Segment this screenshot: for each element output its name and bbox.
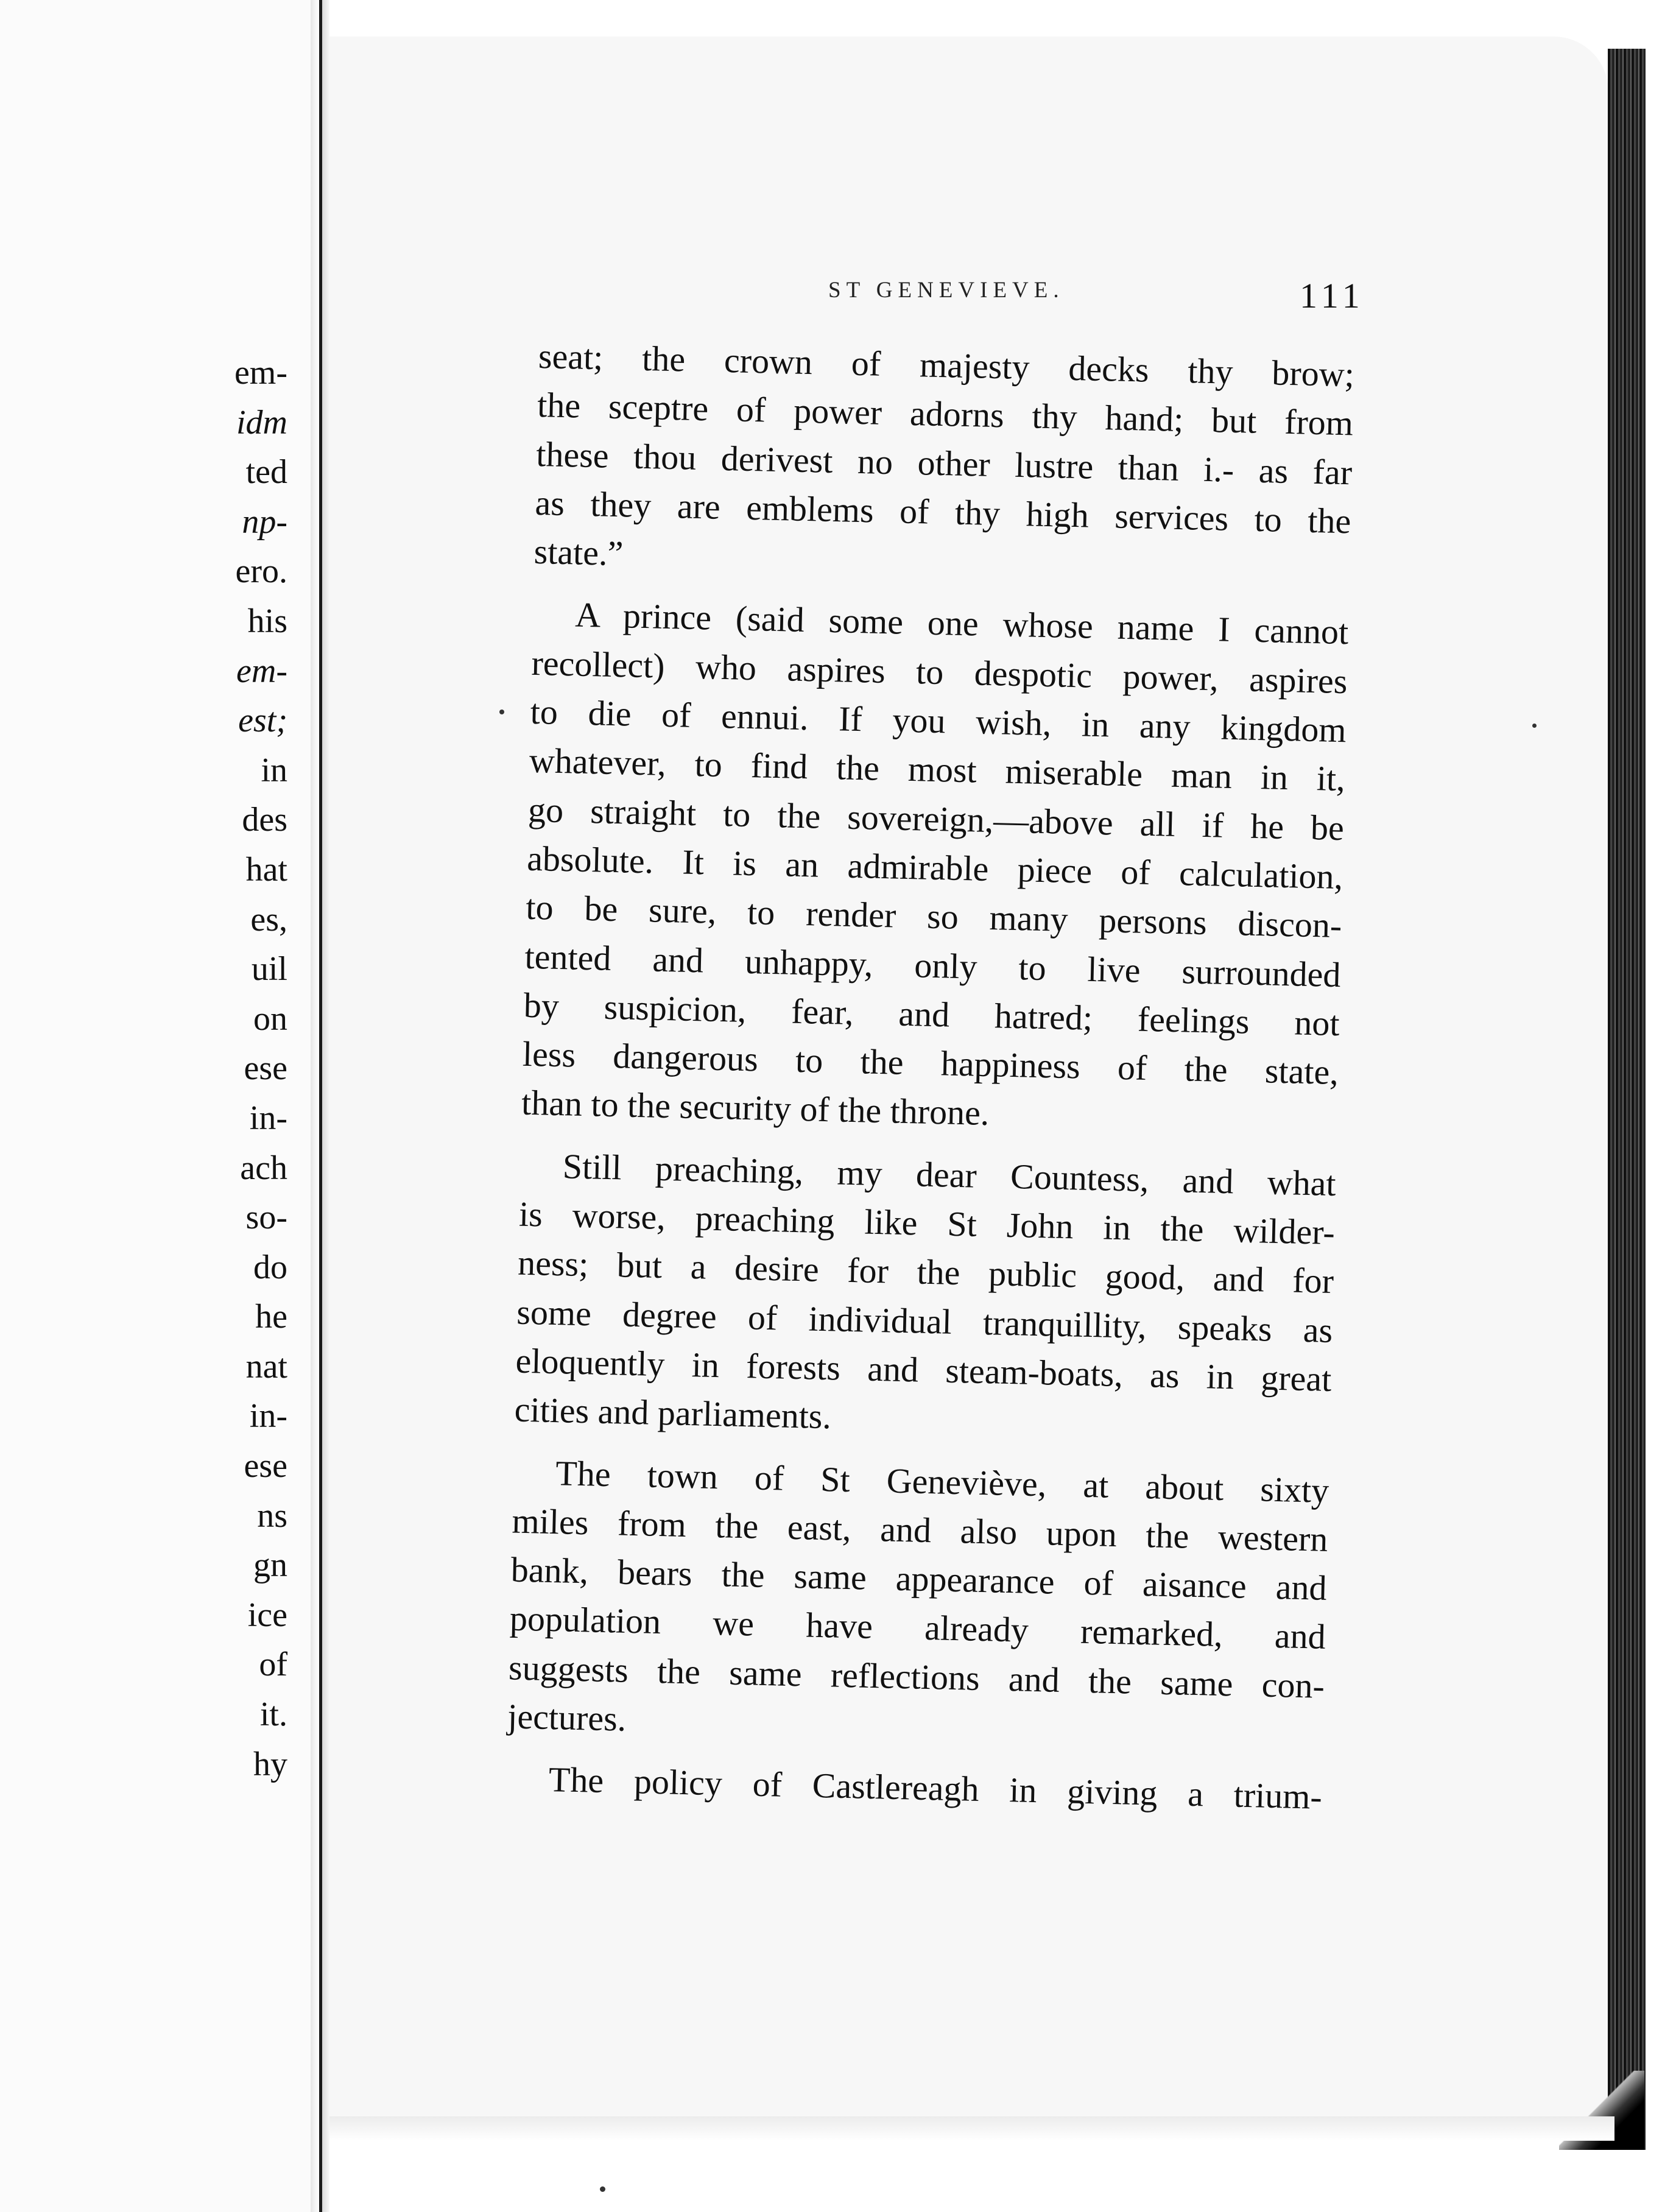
running-head: ST GENEVIEVE. [828,278,1065,303]
previous-page [0,0,311,2212]
page-stack-edge [1608,49,1646,2150]
previous-page-line: in [261,751,287,789]
text-line: to be sure, to render so many persons discon- [525,887,1342,946]
text-line: to die of ennui. If you wish, in any kingdom [530,691,1347,750]
text-line: bank, bears the same appearance of aisance and [510,1549,1328,1608]
text-line: tented and unhappy, only to live surrounded [524,936,1342,995]
text-line: by suspicion, fear, and hatred; feelings not [523,985,1340,1043]
text-line: jectures. [507,1696,627,1739]
previous-page-line: it. [259,1696,287,1734]
text-line: Still preaching, my dear Countess, and what [562,1146,1337,1203]
previous-page-line: em- [234,354,287,392]
previous-page-line: nat [245,1347,287,1386]
page-gutter [322,0,329,2212]
scan-speck [600,2186,605,2192]
previous-page-line: gn [253,1546,287,1585]
page-bottom-shadow [329,2116,1614,2141]
text-line: miles from the east, and also upon the western [511,1501,1329,1559]
previous-page-line: uil [251,950,287,988]
previous-page-line: hy [253,1745,287,1783]
text-line: is worse, preaching like St John in the wilder- [518,1194,1336,1253]
scan-speck [499,710,504,714]
previous-page-line: hat [245,850,287,889]
text-line: The policy of Castlereagh in giving a trium- [548,1759,1323,1817]
text-line: go straight to the sovereign,—above all if he be [527,789,1345,848]
previous-page-line: so- [245,1199,287,1237]
scan-speck [1532,724,1537,728]
previous-page-line: do [253,1248,287,1286]
previous-page-line: des [242,801,287,839]
previous-page-line: of [259,1646,287,1684]
previous-page-line: ero. [235,552,287,591]
previous-page-line: ach [240,1149,287,1187]
text-line: ness; but a desire for the public good, and for [517,1242,1334,1301]
previous-page-line: ted [245,453,287,491]
text-line: absolute. It is an admirable piece of calculation, [526,838,1343,897]
previous-page-line: ice [247,1596,287,1634]
text-line: the sceptre of power adorns thy hand; but from [537,385,1354,443]
previous-page-line: ns [257,1496,287,1535]
text-line: as they are emblems of thy high services to the [534,482,1352,541]
previous-page-line: his [247,602,287,640]
text-line: The town of St Geneviève, at about sixty [555,1453,1329,1510]
previous-page-edge [311,0,319,2212]
text-line: state.” [533,532,624,574]
previous-page-text-fragments [234,348,287,1789]
text-line: whatever, to find the most miserable man in it, [529,741,1346,799]
previous-page-line: ese [244,1049,287,1088]
text-line: eloquently in forests and steam-boats, as in great [515,1340,1333,1399]
text-line: suggests the same reflections and the same con- [508,1647,1325,1706]
text-line: cities and parliaments. [514,1389,832,1437]
body-text [505,332,1354,1822]
text-line: A prince (said some one whose name I cannot [574,594,1349,652]
previous-page-line: he [255,1298,287,1336]
text-line: these thou derivest no other lustre than i.- as far [535,434,1353,492]
previous-page-line: in- [249,1099,287,1137]
previous-page-line: on [253,999,287,1038]
text-line: some degree of individual tranquillity, speaks as [516,1292,1333,1350]
previous-page-line: in- [249,1397,287,1435]
previous-page-line: np- [242,502,287,541]
text-line: recollect) who aspires to despotic power, aspires [530,643,1348,702]
page-number: 111 [1300,276,1365,315]
text-line: seat; the crown of majesty decks thy brow; [538,336,1355,395]
previous-page-line: em- [236,652,287,690]
previous-page-line: es, [250,900,287,939]
text-line: than to the security of the throne. [521,1083,990,1133]
text-line: less dangerous to the happiness of the state, [522,1034,1339,1093]
previous-page-line: idm [236,403,287,442]
text-line: population we have already remarked, and [509,1598,1326,1657]
previous-page-line: est; [238,702,287,740]
previous-page-line: ese [244,1447,287,1485]
